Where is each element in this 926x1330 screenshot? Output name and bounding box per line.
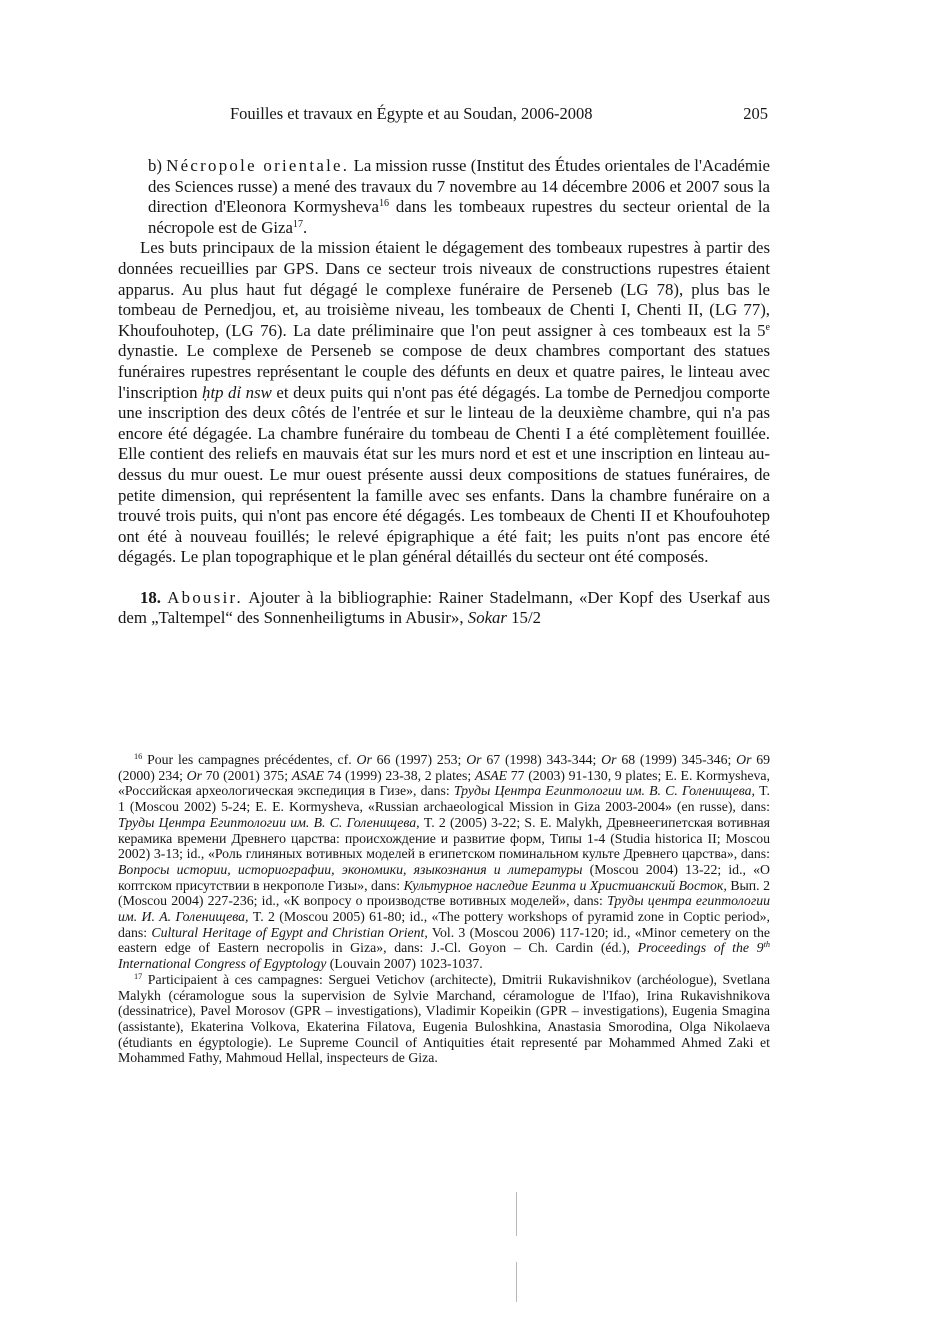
- footnote-ref-16[interactable]: 16: [379, 198, 390, 210]
- paragraph-abousir: 18. Abousir. Ajouter à la bibliographie: Rainer Stadelmann, «Der Kopf des Userkaf aus dem „Taltempel“ des Sonnenheiligtums in Abusir», Sokar 15/2: [118, 587, 770, 628]
- scan-artifact-line: [516, 1262, 517, 1302]
- section-letter: b): [148, 156, 162, 175]
- footnote-number: 16: [134, 752, 143, 762]
- section-heading: Abousir.: [167, 587, 243, 607]
- journal-title: Sokar: [467, 608, 507, 628]
- paragraph-necropole-orientale: b) Nécropole orientale. La mission russe (Institut des Études orientales de l'Académie des Sciences russe) a mené des travaux du 7 novembre au 14 décembre 2006 et 2007 sous la direction d'Eleonora Kormysheva$^{16}$ dans les tombeaux rupestres du secteur oriental de la nécropole est de Giza$^{17}$.: [148, 156, 770, 237]
- footnote-17: $^{17}$ Participaient à ces campagnes: Serguei Vetichov (architecte), Dmitrii Rukavishnikov (archéologue), Svetlana Malykh (céramologue sous la supervision de Sylvie Marchand, céramologue de l'Ifao), Irina Rukavishnikova (dessinatrice), Pavel Morosov (GPR – investigations), Vladimir Kopeikin (GPR – investigations), Eugenia Smagina (assistante), Ekaterina Volkova, Ekaterina Filatova, Eugenia Buloshkina, Anastasia Smorodina, Olga Nikolaeva (étudiants en égyptologie). Le Supreme Council of Antiquities était representé par Mohammed Ahmed Zaki et Mohammed Fathy, Mahmoud Hellal, inspecteurs de Giza.: [118, 971, 770, 1066]
- running-header: [118, 104, 770, 128]
- footnote-16: $^{16}$ Pour les campagnes précédentes, cf. Or 66 (1997) 253; Or 67 (1998) 343-344; Or 68 (1999) 345-346; Or 69 (2000) 234; Or 70 (2001) 375; ASAE 74 (1999) 23-38, 2 plates; ASAE 77 (2003) 91-130, 9 plates; E. E. Kormysheva, «Российская археологическая экспедиция в Гизе», dans: Труды Центра Египтологии им. В. С. Голенищева, T. 1 (Moscou 2002) 5-24; E. E. Kormysheva, «Russian archaeological Mission in Giza 2003-2004» (en russe), dans: Труды Центра Египтологии им. В. С. Голенищева, T. 2 (2005) 3-22; S. E. Malykh, Древнеегипетская вотивная керамика времени Древнего царства: происхождение и развитие форм, Типы 1-4 (Studia historica II; Moscou 2002) 3-13; id., «Роль глиняных вотивных моделей в египетском поминальном культе Древнего царства», dans: Вопросы истории, историографии, экономики, языкознания и литературы (Moscou 2004) 13-22; id., «О коптском присутствии в некрополе Гизы», dans: Культурное наследие Египта и Христианский Восток, Вып. 2 (Moscou 2004) 227-236; id., «К вопросу о производстве вотивных моделей», dans: Труды центра египтологии им. И. А. Голенищева, T. 2 (Moscou 2005) 61-80; id., «The pottery workshops of pyramid zone in Coptic period», dans: Cultural Heritage of Egypt and Christian Orient, Vol. 3 (Moscou 2006) 117-120; id., «Minor cemetery on the eastern edge of Eastern necropolis in Giza», dans: J.-Cl. Goyon – Ch. Cardin (éd.), Proceedings of the 9th International Congress of Egyptology (Louvain 2007) 1023-1037.: [118, 752, 771, 972]
- section-number: 18.: [140, 587, 161, 607]
- footnotes: [118, 752, 770, 1066]
- paragraph-mission-goals: Les buts principaux de la mission étaient le dégagement des tombeaux rupestres à partir des données recueillies par GPS. Dans ce secteur trois niveaux de constructions rupestres étaient apparus. Au plus haut fut dégagé le complexe funéraire de Perseneb (LG 78), plus bas le tombeau de Pernedjou, et, au troisième niveau, les tombeaux de Chenti I, Chenti II, (LG 77), Khoufouhotep, (LG 76). La date préliminaire que l'on peut assigner à ces tombeaux est la 5e dynastie. Le complexe de Perseneb se compose de deux chambres comportant des statues funéraires rupestres représentant le couple des défunts en deux et quatre paires, le linteau avec l'inscription ḥtp dỉ nsw et deux puits qui n'ont pas été dégagés. La tombe de Pernedjou comporte une inscription des deux côtés de l'entrée et sur le linteau de la deuxième chambre, qui n'a pas encore été dégagée. La chambre funéraire du tombeau de Chenti I a été complètement fouillée. Elle contient des reliefs en mauvais état sur les murs nord et est et une inscription en linteau au-dessus du mur ouest. Le mur ouest présente aussi deux compositions de statues funéraires, de petite dimension, qui représentent la famille avec ses enfants. Dans la chambre funéraire on a trouvé trois puits, qui n'ont pas encore été dégagés. Les tombeaux de Chenti II et Khoufouhotep ont été à nouveau fouillés; le relevé épigraphique a été fait; les puits n'ont pas encore été dégagés. Le plan topographique et le plan général détaillés du secteur ont été composés.: [118, 238, 770, 567]
- transliteration: ḥtp dỉ nsw: [202, 382, 272, 402]
- footnote-number: 17: [134, 971, 143, 981]
- footnote-ref-17[interactable]: 17: [292, 218, 303, 230]
- main-text: [118, 156, 770, 629]
- page-number: 205: [743, 104, 768, 123]
- section-heading: Nécropole orientale.: [166, 156, 350, 175]
- scan-artifact-line: [516, 1192, 517, 1236]
- running-title: Fouilles et travaux en Égypte et au Soudan, 2006-2008: [230, 104, 593, 123]
